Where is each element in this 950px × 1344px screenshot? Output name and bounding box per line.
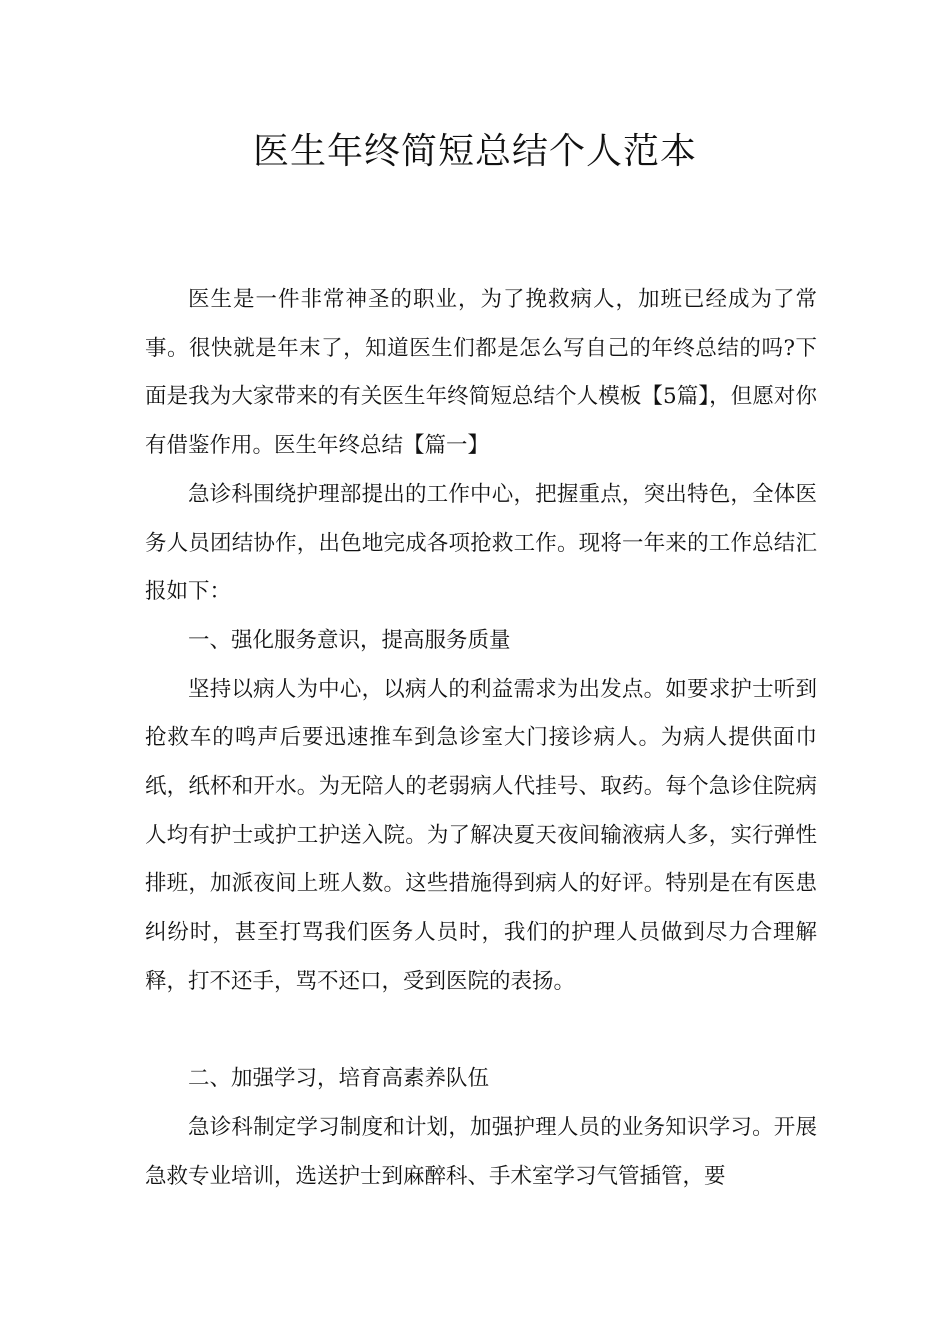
document-title: 医生年终简短总结个人范本 [252,131,697,172]
paragraph-spacer [145,1007,817,1056]
section-heading-1: 一、强化服务意识，提高服务质量 [188,627,511,653]
overview-paragraph: 急诊科围绕护理部提出的工作中心，把握重点，突出特色，全体医务人员团结协作，出色地完成各项抢救工作。现将一年来的工作总结汇报如下： [145,481,817,605]
intro-paragraph: 医生是一件非常神圣的职业，为了挽救病人，加班已经成为了常事。很快就是年末了，知道医生们都是怎么写自己的年终总结的吗?下面是我为大家带来的有关医生年终简短总结个人模板【5篇】，但愿对你有借鉴作用。医生年终总结【篇一】 [145,287,817,459]
section-heading-2: 二、加强学习，培育高素养队伍 [188,1066,490,1092]
document-body [145,276,817,1201]
training-paragraph: 急诊科制定学习制度和计划，加强护理人员的业务知识学习。开展急救专业培训，选送护士到麻醉科、手术室学习气管插管，要 [145,1114,817,1189]
service-paragraph: 坚持以病人为中心，以病人的利益需求为出发点。如要求护士听到抢救车的鸣声后要迅速推车到急诊室大门接诊病人。为病人提供面巾纸，纸杯和开水。为无陪人的老弱病人代挂号、取药。每个急诊住院病人均有护士或护工护送入院。为了解决夏天夜间输液病人多，实行弹性排班，加派夜间上班人数。这些措施得到病人的好评。特别是在有医患纠纷时，甚至打骂我们医务人员时，我们的护理人员做到尽力合理解释，打不还手，骂不还口，受到医院的表扬。 [145,676,817,994]
